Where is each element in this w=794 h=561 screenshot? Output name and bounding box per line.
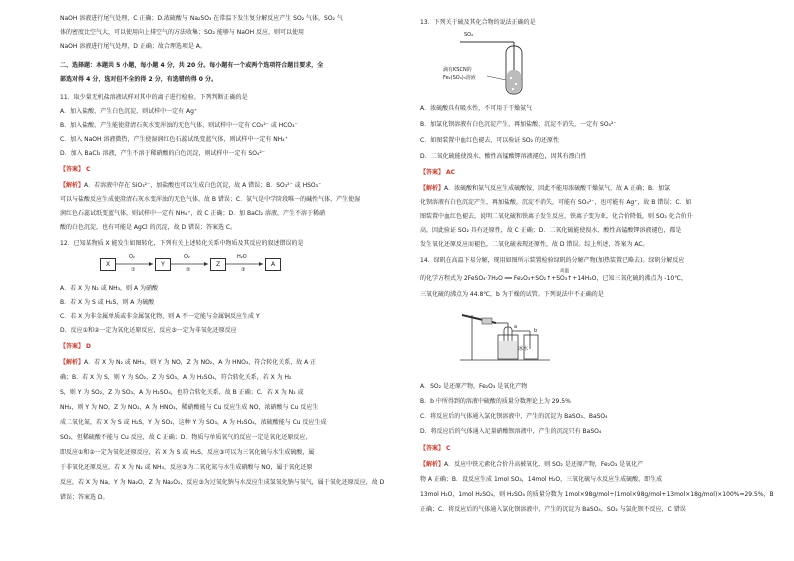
q12-answer [60,344,91,350]
q13-option-d: D．二氧化硫能使溴水、酸性高锰酸钾溶液褪色，因其有漂白性 [420,153,587,160]
q12-analysis-line: 错误；答案选 D。 [60,494,109,501]
intro-line: NaOH 溶液进行尾气处理，D 正确；故合理选项是 A。 [60,43,206,50]
q11-analysis-line: 酸的白色沉淀，也有可能是 AgCl 的沉淀，故 D 错误；答案选 C。 [60,224,237,231]
q11-analysis-line: 润红色石蕊试纸变蓝气体，则试样中一定有 NH₄⁺，故 C 正确；D．加 BaCl₂ 溶液，产生不溶于稀硝 [60,210,325,217]
q14-option-d: D．将反应后的气体通入足量硝酸钡溶液中，产生的沉淀只有 BaSO₄ [420,428,602,435]
answer-tag: 【答案】 [60,343,85,350]
analysis-tag: 【解析】 [60,182,85,189]
q12-option-c: C．若 X 为非金属单质或非金属氢化物，则 A 不一定能与金属铜反应生成 Y [60,313,260,320]
section-heading: 二、选择题：本题共 5 小题，每小题 4 分，共 20 分。每小题有一个或两个选项符合题目要求，全 [60,62,324,69]
section-heading: 部选对得 4 分，选对但不全的得 2 分，有选错的得 0 分。 [60,76,218,83]
q12-analysis-line: NH₃，则 Y 为 NO，Z 为 NO₂，A 为 HNO₃，稀硝酸能与 Cu 反应生成 NO，浓硝酸与 Cu 反应生 [60,404,319,411]
answer-tag: 【答案】 [420,169,445,176]
q11-analysis-line [60,183,321,189]
answer-value: D [85,343,91,350]
q11-option-d: D．加入 BaCl₂ 溶液，产生不溶于稀硝酸的白色沉淀，则试样中一定有 SO₄²⁻ [60,150,265,157]
answer-tag: 【答案】 [60,166,85,173]
q14-option-c: C．将反应后的气体通入氯化钡溶液中，产生的沉淀为 BaSO₃、BaSO₄ [420,413,608,420]
intro-line: 体的密度比空气大，可以使用向上排空气的方法收集；SO₂ 能够与 NaOH 反应，则可以使用 [60,29,305,36]
q12-analysis-line: S，则 Y 为 SO₂，Z 为 SO₃，A 为 H₂SO₄，也符合转化关系，故 B 正确；C．若 X 为 N₂ 或 [60,389,304,396]
q14-answer [420,446,450,452]
flow-node-z: Z [210,258,226,271]
q14-analysis-line: 物 A 正确；B．设反应生成 1mol SO₃，14mol H₂O，三氧化硫与水反应生成硫酸，即生成 [420,476,663,483]
q11-option-b: B．加入盐酸，产生能使澄清石灰水变浑浊的无色气体，则试样中一定有 CO₃²⁻ 或 HCO₃⁻ [60,122,298,129]
q12-analysis-line: 确；B．若 X 为 S，则 Y 为 SO₂，Z 为 SO₃，A 为 H₂SO₄，符合转化关系，若 X 为 H₂ [60,374,292,381]
step-label: ① [131,267,136,273]
reaction-condition: 高温 [560,269,569,274]
q13-option-c: C．如图装置中血红色褪去，可以验证 SO₂ 的还原性 [420,137,559,144]
analysis-text: A．反应中铁元素化合价升高被氧化，则 SO₂ 是还原产物，Fe₂O₃ 是氧化产 [444,461,644,468]
analysis-text: A．若 X 为 N₂ 或 NH₃，则 Y 为 NO，Z 为 NO₂，A 为 HNO₃，符合转化关系，故 A 正 [84,359,317,366]
q12-option-d: D．反应①和②一定为氧化还原反应，反应③一定为非氧化还原反应 [60,327,237,334]
intro-line: NaOH 溶液进行尾气处理，C 正确；D.浓硫酸与 Na₂SO₃ 在常温下发生复分解反应产生 SO₂ 气体，SO₂ 气 [60,15,343,22]
q13-analysis-line: 发生氧化还原反应而褪色，二氧化硫表现还原性，故 D 错误。综上所述，答案为 AC。 [420,241,649,248]
q14-stem: 14．绿矾在高温下易分解，现用如图所示装置检验绿矾的分解产物(加热装置已略去)。绿矾分解反应 [420,257,685,264]
q14-stem: 的化学方程式为 2FeSO₄·7H₂O ══ Fe₂O₃+SO₂↑+SO₃↑+14H₂O，已知三氧化硫的沸点为 -10℃， [420,275,687,282]
label-ice-water: 冰水 [518,346,529,352]
q14-analysis-line [420,462,643,468]
q14-apparatus-figure [460,305,580,363]
q13-stem: 13．下列关于硫及其化合物的说法正确的是 [420,19,536,26]
label-b: b [534,328,538,334]
flow-node-y: Y [155,258,171,271]
analysis-text: A．若溶液中存在 SiO₃²⁻，加盐酸也可以生成白色沉淀，故 A 错误；B．SO₃²⁻ 或 HSO₃⁻ [84,182,322,189]
q12-flow-diagram [100,255,310,279]
answer-value: C [445,445,451,452]
flow-node-a: A [265,258,281,271]
q12-option-b: B．若 X 为 S 或 H₂S，则 A 为硫酸 [60,299,155,306]
q13-answer [420,170,455,176]
analysis-tag: 【解析】 [60,359,85,366]
answer-tag: 【答案】 [420,445,445,452]
analysis-tag: 【解析】 [420,185,445,192]
q11-stem: 11．取少量无机盐溶液试样对其中的离子进行检验。下列判断正确的是 [60,94,248,101]
answer-value: C [85,166,91,173]
step-label: ② [186,267,191,273]
q13-option-a: A．浓硫酸具有吸水性，不可用于干燥氨气 [420,105,533,112]
q14-stem: 三氧化硫的沸点为 44.8℃，b 为干燥的试管。下列说法中不正确的是 [420,291,604,298]
reagent-label: O₂ [184,254,190,260]
q12-analysis-line [60,360,316,366]
solution-label: Fe₂(SO₄)₃溶液 [443,75,476,81]
q13-option-b: B．加氯化钡溶液有白色沉淀产生，再加盐酸，沉淀不消失，一定有 SO₄²⁻ [420,121,617,128]
apparatus-drawing [460,305,580,363]
q11-answer [60,167,90,173]
solution-label: 滴有KSCN的 [443,67,472,73]
reagent-label: H₂O [237,254,247,260]
q14-analysis-line: 正确；C．将反应后的气体通入氯化钡溶液中，产生的沉淀为 BaSO₄，SO₂ 与氯化钡不反应，C 错误 [420,506,686,513]
label-a: a [514,324,518,330]
analysis-tag: 【解析】 [420,461,445,468]
q14-option-a: A．SO₂ 是还原产物，Fe₂O₃ 是氧化产物 [420,383,528,390]
q11-option-c: C．加入 NaOH 溶液微热，产生使湿润红色石蕊试纸变蓝气体，则试样中一定有 NH₄⁺ [60,136,288,143]
q13-analysis-line: 图装置中血红色褪去，说明二氧化硫和铁离子发生反应，铁离子变为亚，化合价降低，则 SO₂ 化合价升 [420,213,693,220]
reagent-label: O₂ [129,254,135,260]
q11-option-a: A．加入盐酸，产生白色沉淀，则试样中一定有 Ag⁺ [60,108,198,115]
answer-value: AC [445,169,455,176]
q13-apparatus-figure [440,32,540,102]
analysis-text: A．浓硫酸和氨气反应生成硫酸铵，因此不能用浓硫酸干燥氨气，故 A 正确；B．加氯 [444,185,671,192]
q12-analysis-line: 即反应①和②一定为氧化还原反应，若 X 为 S 或 H₂S，反应③可以为三氧化硫与水生成硫酸，属 [60,449,315,456]
q12-analysis-line: 反应，若 X 为 Na，Y 为 Na₂O，Z 为 Na₂O₂，反应③为过氧化钠与水反应生成氢氧化钠与氧气，属于氧化还原反应，故 D [60,479,385,486]
q13-analysis-line: 化钡溶液有白色沉淀产生，再加盐酸，沉淀不消失，可能有 SO₄²⁻，也可能有 Ag⁺，故 B 错误；C．如 [420,199,692,206]
q11-analysis-line: 可以与盐酸反应生成使澄清石灰水变浑浊的无色气体，故 B 错误；C．氨气是中学阶段唯一的碱性气体，产生使湿 [60,196,361,203]
so2-label: SO₂ [464,32,474,38]
q14-option-b: B．b 中所得到的溶液中硫酸的质量分数理论上为 29.5% [420,398,571,405]
q12-stem: 12．已知某物质 X 能发生如图转化，下列有关上述转化关系中物质及其反应的叙述错误的是 [60,240,304,247]
q13-analysis-line: 高，因此验证 SO₂ 具有还原性，故 C 正确；D．二氧化硫能使溴水、酸性高锰酸钾溶液褪色，都是 [420,227,682,234]
q12-option-a: A．若 X 为 N₂ 或 NH₃，则 A 为硝酸 [60,285,158,292]
q12-analysis-line: 成二氧化氮，若 X 为 S 或 H₂S，Y 为 SO₂，这种 Y 为 SO₃，A 为 H₂SO₄，浓硫酸能与 Cu 反应生成 [60,419,327,426]
flow-node-x: X [100,258,116,271]
step-label: ③ [241,267,246,273]
q12-analysis-line: 于非氧化还原反应，若 X 为 N₂ 或 NH₃，反应③为二氧化氮与水生成硝酸与 NO，属于氧化还原 [60,464,313,471]
q12-analysis-line: SO₂，但稀硫酸不能与 Cu 反应，故 C 正确；D．物质与单质氧气的反应一定是氧化还原反应， [60,434,312,441]
q14-analysis-line: 13mol H₂O，1mol H₂SO₄，则 H₂SO₄ 的质量分数为 1mol×98g/mol÷(1mol×98g/mol+13mol×18g/mol)×100%≈29.5%，B [420,491,774,498]
q13-analysis-line [420,186,670,192]
